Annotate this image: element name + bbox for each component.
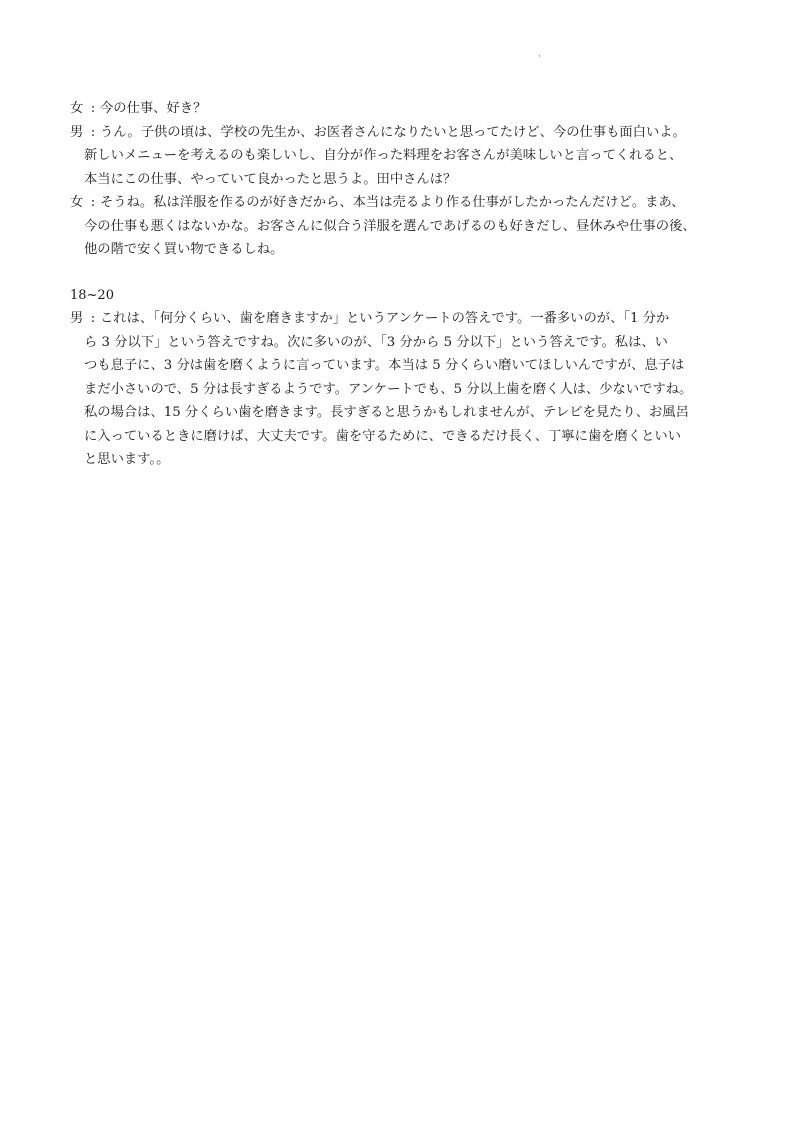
utterance [84,191,735,262]
transcript-body [70,97,735,472]
speaker-colon: : [90,124,96,140]
utterance-line: 本当にこの仕事、やっていて良かったと思うよ。田中さんは？ [84,171,457,187]
utterance-line: まだ小さいので、5 分は長すぎるようです。アンケートでも、5 分以上歯を磨く人は、少ないですね。 [84,381,693,397]
dialogue-turn [70,97,735,121]
speaker-label: 男 [70,124,84,140]
dialogue-section-1 [70,97,735,262]
speaker-label: 女 [70,195,84,210]
utterance [84,121,735,192]
utterance-line: ら 3 分以下」という答えですね。次に多いのが、「3 分から 5 分以下」という答えです。私は、い [84,334,668,350]
dialogue-turn [70,121,735,192]
utterance-line: 他の階で安く買い物できるしね。 [84,242,284,257]
utterance-line: 今の仕事も悪くはないかな。お客さんに似合う洋服を選んであげるのも好きだし、昼休みや仕事の後、 [84,218,696,234]
dialogue-turn [70,191,735,262]
speaker-label: 女 [70,101,84,116]
utterance-line: 新しいメニューを考えるのも楽しいし、自分が作った料理をお客さんが美味しいと言ってくれると、 [84,148,683,163]
utterance-line: 今の仕事、好き？ [100,101,207,116]
utterance-line: うん。子供の頃は、学校の先生か、お医者さんになりたいと思ってたけど、今の仕事も面白いよ。 [100,124,686,140]
page-header-mark: · [538,52,541,62]
utterance-line: これは、「何分くらい、歯を磨きますか」というアンケートの答えです。一番多いのが、「1 分か [100,311,670,326]
utterance-line: に入っているときに磨けば、大丈夫です。歯を守るために、できるだけ長く、丁寧に歯を磨くといい [84,428,682,444]
question-range-label: 18~20 [70,287,114,303]
utterance-line: と思います。。 [84,452,170,467]
speaker-colon: : [90,195,96,210]
speaker-colon: : [90,101,96,116]
utterance [100,97,735,121]
utterance [84,307,735,472]
dialogue-turn [70,307,735,472]
dialogue-section-2 [70,284,735,472]
utterance-line: つも息子に、3 分は歯を磨くように言っています。本当は 5 分くらい磨いてほしいんですが、息子は [84,358,685,373]
speaker-colon: : [90,311,96,326]
utterance-line: そうね。私は洋服を作るのが好きだから、本当は売るより作る仕事がしたかったんだけど。まあ、 [100,195,685,210]
utterance-line: 私の場合は、15 分くらい歯を磨きます。長すぎると思うかもしれませんが、テレビを見たり、お風呂 [84,405,689,420]
speaker-label: 男 [70,311,84,326]
